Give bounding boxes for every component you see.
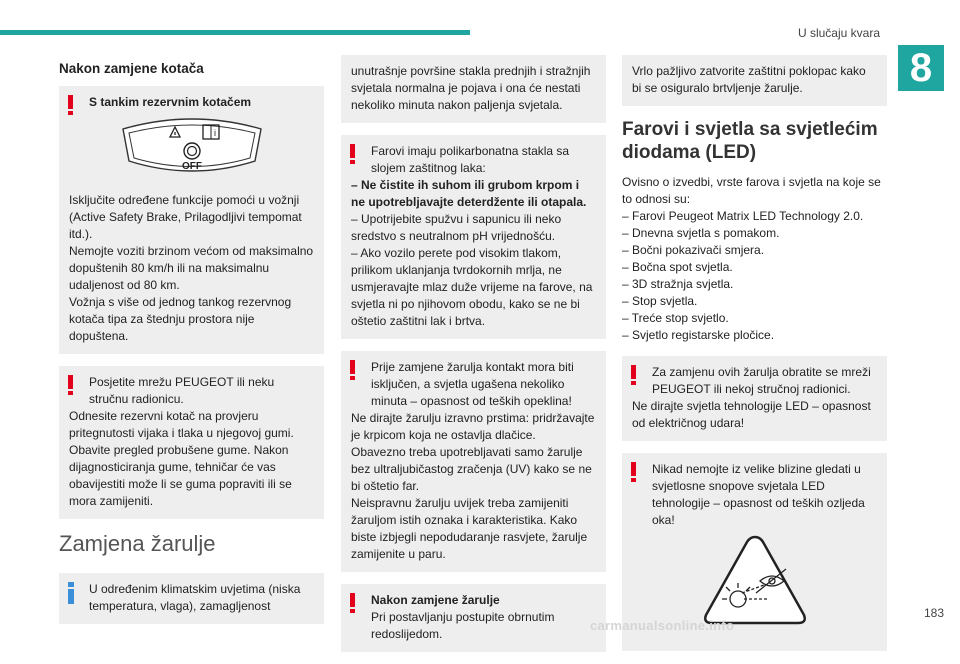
column-3 bbox=[622, 55, 887, 663]
box-paragraph: unutrašnje površine stakla prednjih i stražnjih svjetala normalna je pojava i ona će nestati nekoliko minuta nakon paljenja svjetala. bbox=[351, 64, 591, 112]
box-paragraph: Za zamjenu ovih žarulja obratite se mreži PEUGEOT ili nekoj stručnoj radionici. bbox=[652, 365, 871, 396]
info-icon bbox=[68, 582, 74, 604]
box-paragraph: Neispravnu žarulju uvijek treba zamijeniti žaruljom istih oznaka i karakteristika. Kako biste izbjegli nepodudaranje rasvjete, žarulje zamijenite u paru. bbox=[351, 496, 588, 561]
warning-box-led-service bbox=[622, 356, 887, 441]
led-intro bbox=[622, 174, 887, 344]
box-paragraph: Farovi imaju polikarbonatna stakla sa slojem zaštitnog laka: bbox=[371, 144, 570, 175]
info-box-condensation bbox=[59, 573, 324, 624]
warning-box-continued bbox=[622, 55, 887, 106]
warning-icon bbox=[350, 144, 355, 164]
list-item: – Bočna spot svjetla. bbox=[622, 260, 733, 274]
warning-icon bbox=[68, 375, 73, 395]
warning-box-bulb-safety bbox=[341, 351, 606, 572]
svg-text:i: i bbox=[213, 128, 216, 138]
warning-icon bbox=[631, 462, 636, 482]
section-title: U slučaju kvara bbox=[797, 26, 880, 40]
list-item: – Stop svjetla. bbox=[622, 294, 698, 308]
list-item: – Svjetlo registarske pločice. bbox=[622, 328, 775, 342]
header-accent-bar bbox=[0, 30, 470, 35]
list-item: – Farovi Peugeot Matrix LED Technology 2.0. bbox=[622, 209, 864, 223]
list-item: – 3D stražnja svjetla. bbox=[622, 277, 734, 291]
warning-box-after-replacement bbox=[341, 584, 606, 652]
column-1 bbox=[59, 55, 324, 636]
box-paragraph: Pri postavljanju postupite obrnutim redoslijedom. bbox=[371, 610, 555, 641]
list-item: – Treće stop svjetlo. bbox=[622, 311, 729, 325]
list-item: – Upotrijebite spužvu i sapunicu ili neko sredstvo s neutralnom pH vrijednošću. bbox=[351, 212, 562, 243]
box-paragraph: Nikad nemojte iz velike blizine gledati u svjetlosne snopove svjetala LED tehnologije – opasnost od teških ozljeda oka! bbox=[652, 462, 865, 527]
box-paragraph: Posjetite mrežu PEUGEOT ili neku stručnu radionicu. bbox=[89, 375, 275, 406]
box-paragraph: Isključite određene funkcije pomoći u vožnji (Active Safety Brake, Prilagodljivi tempomat itd.). bbox=[69, 193, 302, 241]
section-title-zamjena: Zamjena žarulje bbox=[59, 531, 216, 556]
warning-icon bbox=[350, 593, 355, 613]
subhead-nakon-zamjene: Nakon zamjene kotača bbox=[59, 61, 204, 76]
box-paragraph: Vrlo pažljivo zatvorite zaštitni poklopac kako bi se osiguralo brtvljenje žarulje. bbox=[632, 64, 866, 95]
box-paragraph: U određenim klimatskim uvjetima (niska temperatura, vlaga), zamagljenost bbox=[89, 582, 301, 613]
box-paragraph: Vožnja s više od jednog tankog rezervnog kotača tipa za štednju prostora nije dopuštena. bbox=[69, 295, 292, 343]
off-label: OFF bbox=[181, 161, 202, 172]
page-number: 183 bbox=[923, 606, 944, 620]
list-item: – Ako vozilo perete pod visokim tlakom, prilikom uklanjanja tvrdokornih mrlja, ne usmjeravajte mlaz duže vrijeme na farove, na svjetla ni po njihovom obodu, kako se ne bi oštetio zaštitni lak i brtva. bbox=[351, 246, 593, 328]
box-paragraph: Prije zamjene žarulja kontakt mora biti isključen, a svjetla ugašena nekoliko minuta – opasnost od teških opeklina! bbox=[371, 360, 574, 408]
warning-box-polycarbonate bbox=[341, 135, 606, 339]
box-paragraph: Ne dirajte žarulju izravno prstima: pridržavajte je krpicom koja ne ostavlja dlačice. bbox=[351, 411, 595, 442]
box-title: S tankim rezervnim kotačem bbox=[89, 95, 252, 109]
warning-icon bbox=[631, 365, 636, 385]
dashboard-sticker-illustration bbox=[69, 115, 314, 184]
column-2 bbox=[341, 55, 606, 664]
box-title: Nakon zamjene žarulje bbox=[371, 593, 500, 607]
box-paragraph: Nemojte voziti brzinom većom od maksimalno dopuštenih 80 km/h ili na maksimalnu udaljenost od 80 km. bbox=[69, 244, 314, 292]
box-paragraph: Obavezno treba upotrebljavati samo žarulje bez ultraljubičastog zračenja (UV) kako se ne bi oštetio far. bbox=[351, 445, 592, 493]
warning-icon bbox=[68, 95, 73, 115]
info-box-continued bbox=[341, 55, 606, 123]
section-title-led: Farovi i svjetla sa svjetlećim diodama (LED) bbox=[622, 119, 878, 163]
intro-text: Ovisno o izvedbi, vrste farova i svjetla na koje se to odnosi su: bbox=[622, 175, 881, 206]
warning-box-spare-wheel bbox=[59, 86, 324, 354]
warning-box-service bbox=[59, 366, 324, 519]
warning-icon bbox=[350, 360, 355, 380]
watermark: carmanualsonline.info bbox=[590, 618, 735, 633]
box-paragraph: Ne dirajte svjetla tehnologije LED – opasnost od električnog udara! bbox=[632, 399, 871, 430]
list-item: – Dnevna svjetla s pomakom. bbox=[622, 226, 780, 240]
box-paragraph: Odnesite rezervni kotač na provjeru pritegnutosti vijaka i tlaka u njegovoj gumi. Obavite pregled probušene gume. Nakon dijagnosticiranja gume, tehničar će vas obavijestiti može li se guma popraviti ili se mora zamijeniti. bbox=[69, 409, 294, 508]
list-item: – Ne čistite ih suhom ili grubom krpom i ne upotrebljavajte deterdžente ili otapala. bbox=[351, 178, 587, 209]
chapter-badge: 8 bbox=[898, 45, 944, 91]
list-item: – Bočni pokazivači smjera. bbox=[622, 243, 765, 257]
